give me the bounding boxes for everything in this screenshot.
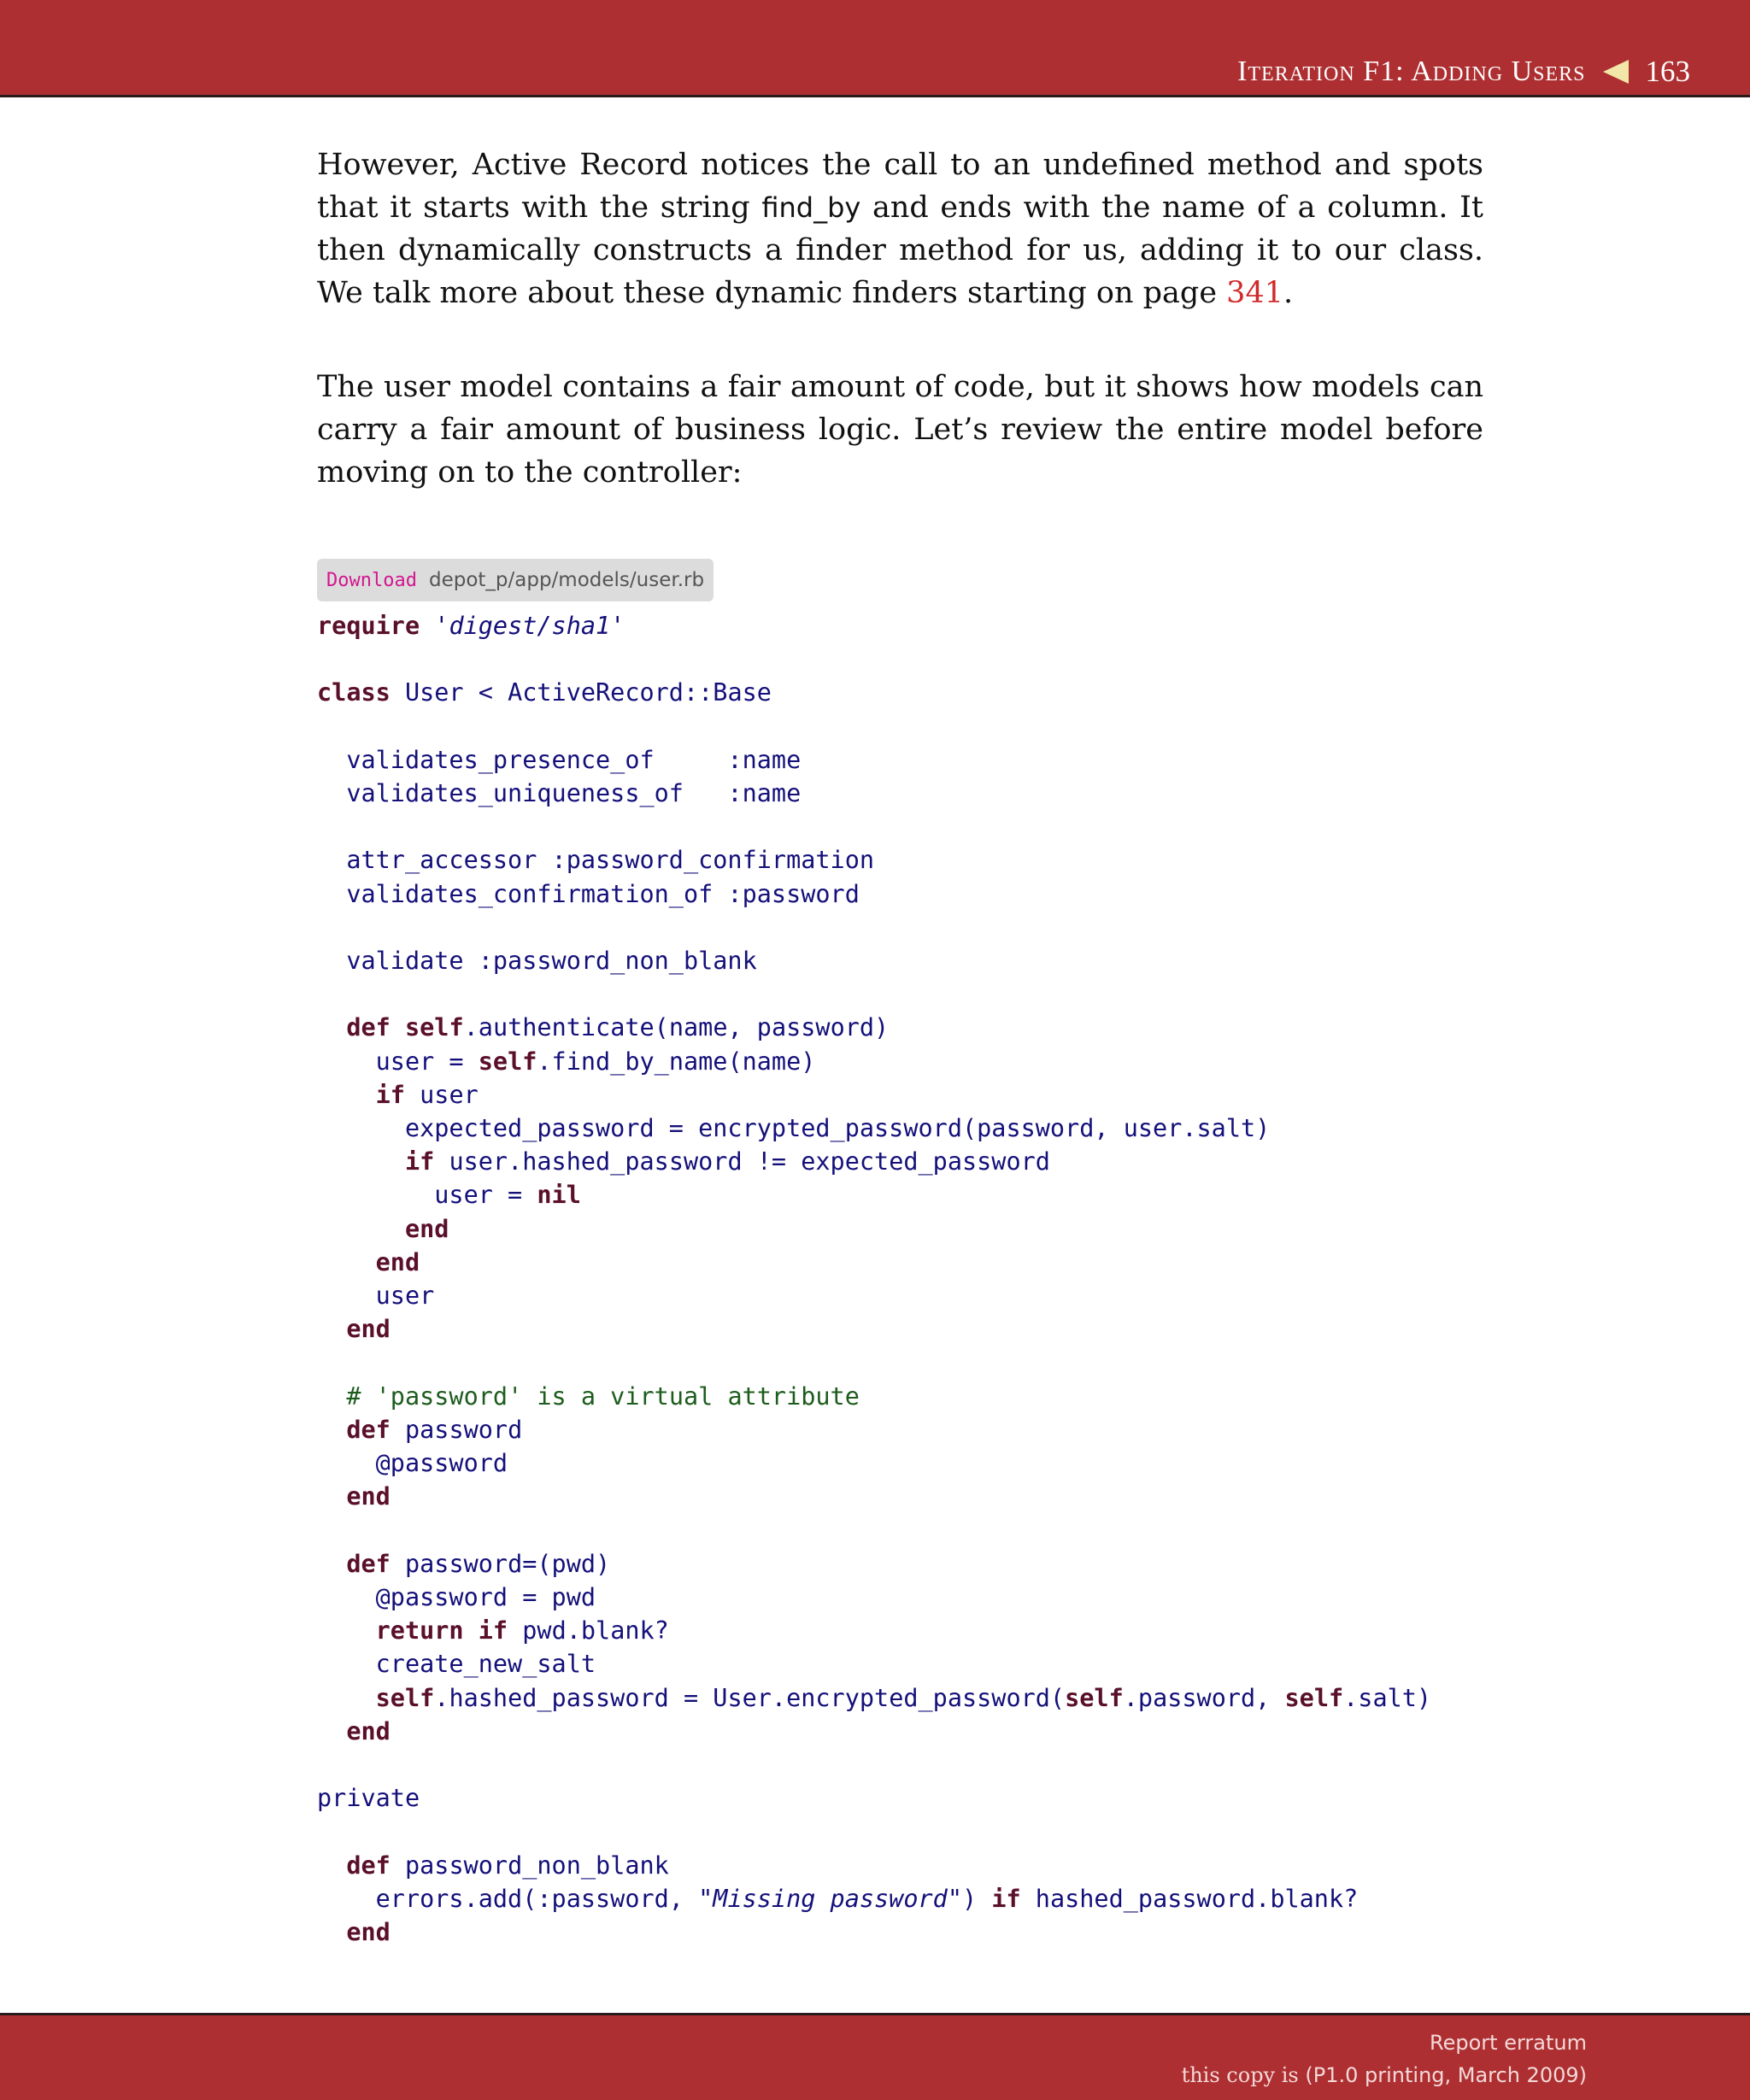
code-line: validate :password_non_blank (317, 947, 757, 976)
code-line: expected_password = encrypted_password(password, user.salt) (317, 1114, 1271, 1143)
code-line: errors.add(:password, "Missing password") if hashed_password.blank? (317, 1884, 1359, 1913)
code-line: self.hashed_password = User.encrypted_password(self.password, self.salt) (375, 1683, 1432, 1712)
file-path: depot_p/app/models/user.rb (428, 569, 705, 591)
page-number: 163 (1645, 55, 1690, 88)
paragraph-text: However, Active Record notices the call to an undefined method and spots that it starts with the string (317, 148, 1483, 225)
code-line: end (375, 1247, 420, 1276)
code-line: # 'password' is a virtual attribute (346, 1381, 860, 1411)
page-footer (0, 2013, 1750, 2100)
copy-info (1182, 2063, 1587, 2087)
code-line: def self.authenticate(name, password) (346, 1013, 890, 1042)
code-line: class User < ActiveRecord::Base (317, 678, 772, 707)
running-head (1237, 50, 1690, 94)
code-line: if user (375, 1080, 479, 1109)
chapter-title: Iteration F1: Adding Users (1237, 56, 1586, 87)
code-line: end (346, 1315, 391, 1344)
code-listing (317, 609, 1431, 1949)
code-line: user = self.find_by_name(name) (317, 1047, 816, 1076)
code-line: def password (346, 1415, 523, 1444)
download-link[interactable]: Download (326, 569, 417, 591)
code-line: validates_uniqueness_of :name (317, 779, 802, 808)
page-link-341[interactable]: 341 (1226, 276, 1283, 310)
printing-info: (P1.0 printing, March 2009) (1305, 2063, 1587, 2087)
code-line: validates_presence_of :name (317, 745, 802, 774)
code-line: @password = pwd (317, 1582, 596, 1611)
code-line: user = nil (317, 1181, 581, 1210)
code-line: if user.hashed_password != expected_password (404, 1147, 1050, 1176)
copy-prefix: this copy is (1181, 2063, 1299, 2087)
report-erratum-link[interactable]: Report erratum (1430, 2031, 1587, 2055)
code-line: end (346, 1917, 391, 1946)
code-line: end (346, 1482, 391, 1511)
page-header (0, 0, 1750, 97)
inline-code: find_by (761, 191, 861, 224)
code-line: end (404, 1214, 449, 1243)
paragraph-dynamic-finders (317, 144, 1483, 314)
code-line: private (317, 1784, 420, 1813)
paragraph-text: . (1283, 276, 1294, 310)
code-line: def password=(pwd) (346, 1549, 611, 1578)
code-line: return if pwd.blank? (375, 1616, 669, 1645)
code-line: @password (317, 1449, 508, 1478)
code-line: validates_confirmation_of :password (317, 879, 860, 908)
paragraph-user-model: The user model contains a fair amount of code, but it shows how models can carry a fair amount of business logic. Let’s review the entire model before moving on to the controller: (317, 370, 1483, 490)
code-line: def password_non_blank (346, 1851, 669, 1880)
paragraph-text: and ends with the name of a column. It then dynamically constructs a finder method for us, adding it to our class. We talk more about these dynamic finders starting on page (317, 191, 1483, 310)
code-line: user (317, 1282, 435, 1311)
code-line: create_new_salt (317, 1650, 596, 1679)
code-line: require 'digest/sha1' (317, 612, 625, 640)
code-line: attr_accessor :password_confirmation (317, 846, 875, 875)
download-bar (317, 559, 714, 601)
back-arrow-icon[interactable] (1603, 60, 1629, 84)
code-line: end (346, 1716, 391, 1745)
